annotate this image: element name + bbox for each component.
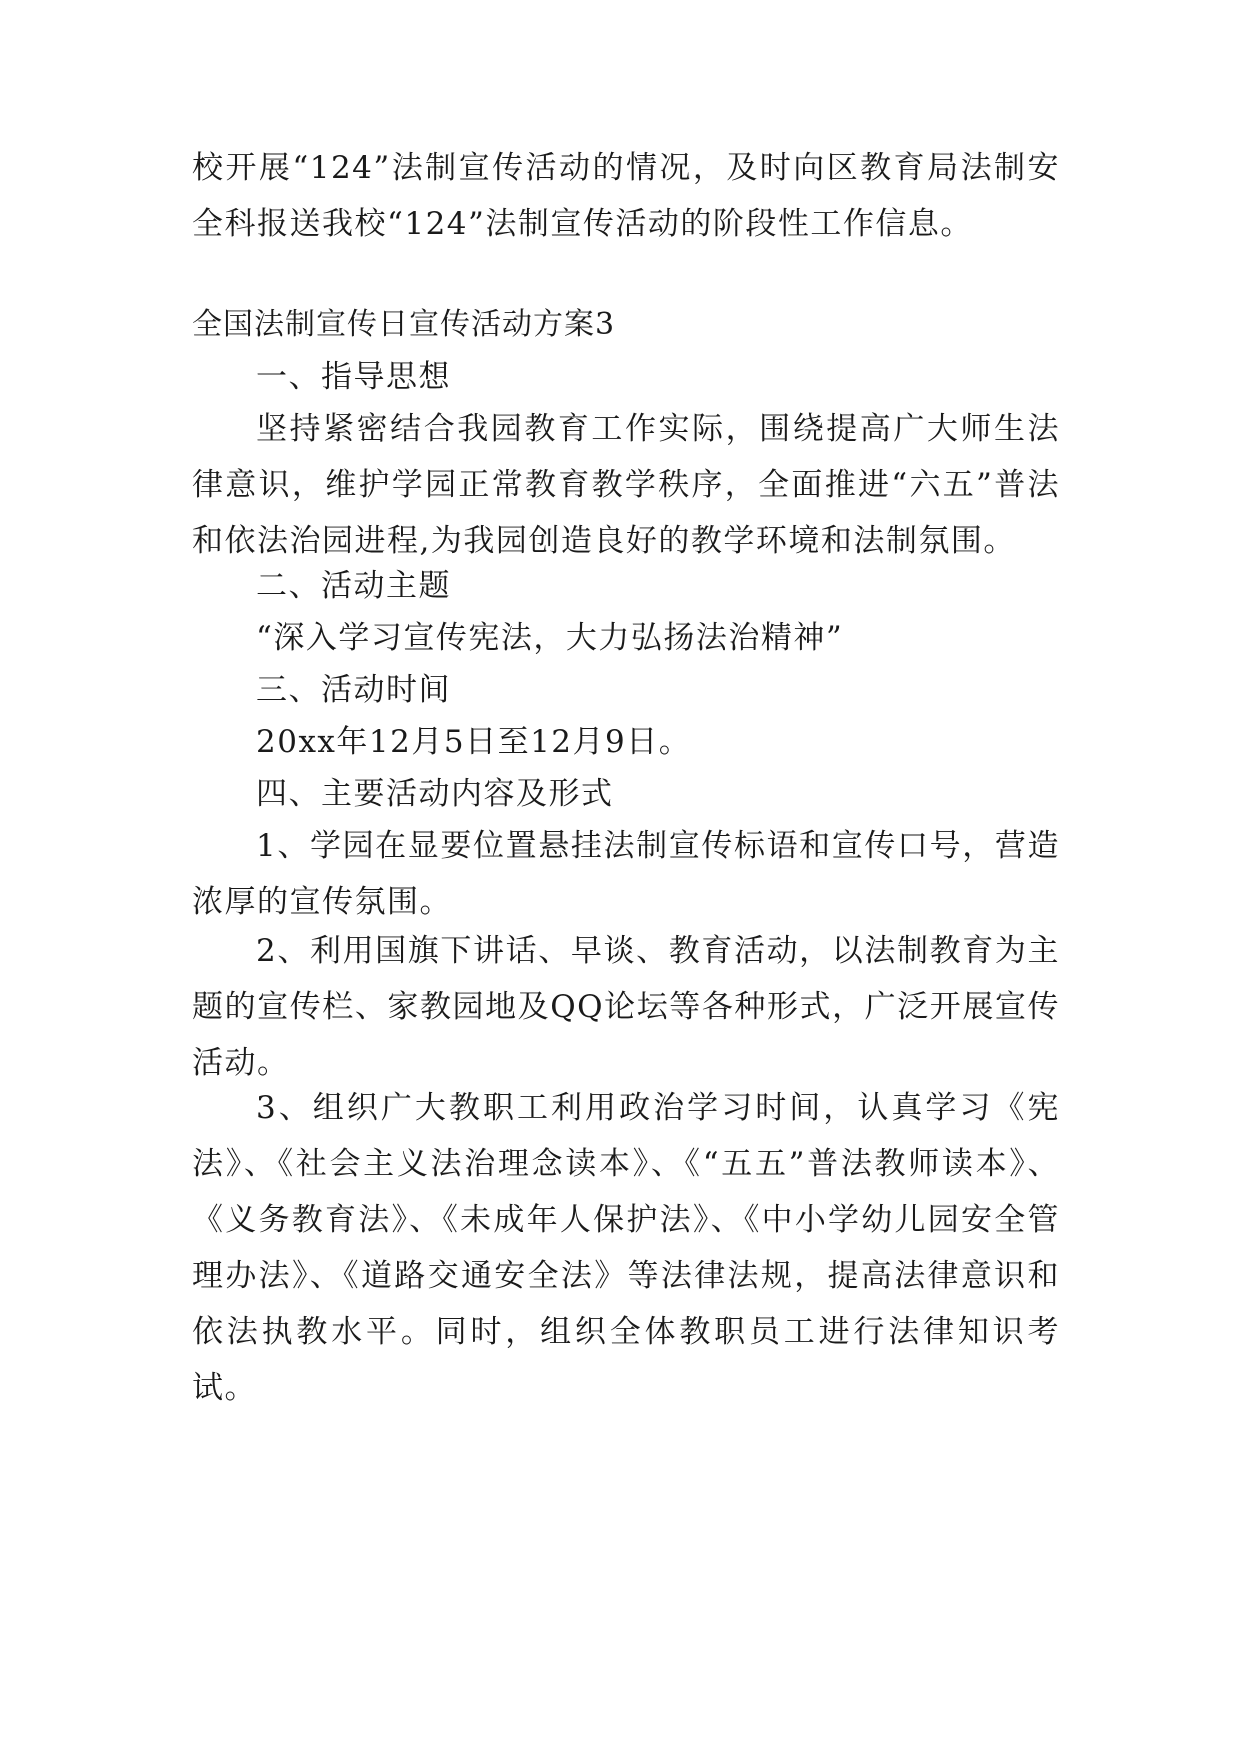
heading-activity-time: 三、活动时间 [256, 672, 451, 708]
activity-theme-text: “深入学习宣传宪法，大力弘扬法治精神” [256, 620, 844, 656]
heading-activity-theme: 二、活动主题 [256, 568, 451, 604]
activity-date-text: 20xx年12月5日至12月9日。 [256, 724, 692, 760]
list-item-1: 1、学园在显要位置悬挂法制宣传标语和宣传口号，营造浓厚的宣传氛围。 [192, 828, 1060, 920]
heading-guiding-ideology: 一、指导思想 [256, 359, 451, 395]
list-item-2: 2、利用国旗下讲话、早谈、教育活动，以法制教育为主题的宣传栏、家教园地及QQ论坛等各种形式，广泛开展宣传活动。 [192, 933, 1060, 1081]
paragraph-guiding-ideology: 坚持紧密结合我园教育工作实际，围绕提高广大师生法律意识，维护学园正常教育教学秩序，全面推进“六五”普法和依法治园进程,为我园创造良好的教学环境和法制氛围。 [192, 411, 1060, 559]
section-title: 全国法制宣传日宣传活动方案3 [192, 307, 616, 342]
list-item-3: 3、组织广大教职工利用政治学习时间，认真学习《宪法》、《社会主义法治理念读本》、《“五五”普法教师读本》、《义务教育法》、《未成年人保护法》、《中小学幼儿园安全管理办法》、《道路交通安全法》等法律法规，提高法律意识和依法执教水平。同时，组织全体教职员工进行法律知识考试。 [192, 1090, 1060, 1406]
heading-activity-content: 四、主要活动内容及形式 [256, 776, 614, 812]
continuation-paragraph: 校开展“124”法制宣传活动的情况，及时向区教育局法制安全科报送我校“124”法制宣传活动的阶段性工作信息。 [192, 150, 1060, 242]
